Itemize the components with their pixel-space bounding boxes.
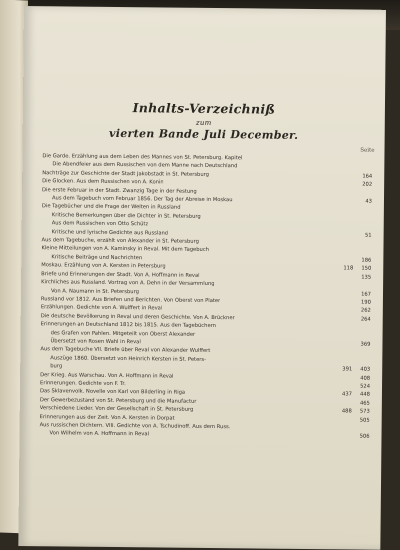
toc-entry-text: Von Wilhelm von A. Hoffmann in Reval — [49, 430, 150, 438]
toc-entry-text: Die Glocken. Aus dem Russischen von A. Konin — [42, 178, 164, 186]
toc-entry-text: Das Sklavenvolk. Novelle von Karl von Bilderling in Riga — [39, 388, 186, 397]
page-title: Inhalts-Verzeichniß — [132, 100, 276, 117]
toc-entry-text: Der Krieg. Aus Warschau. Von A. Hoffmann in Reval — [40, 371, 174, 380]
toc-entry-text: Erinnerungen aus der Zeit. Von A. Kersten in Dorpat — [39, 413, 175, 422]
toc-entry-text: Aus dem Tagebuche VII. Briefe über Reval von Alexander Wulffert — [40, 346, 211, 355]
toc-page-number: 190 — [360, 299, 371, 306]
toc-page-number: 186 — [361, 257, 372, 264]
toc-entry-text: Moskau. Erzählung von A. Kersten in Petersburg — [41, 262, 166, 270]
toc-entry-text: Russland vor 1812. Aus Briefen und Berichten. Von Oberst von Plater — [40, 296, 221, 304]
toc-entry-text: Kritische Bemerkungen über die Dichter in St. Petersburg — [51, 212, 201, 220]
toc-page-number: 167 — [361, 291, 372, 298]
toc-entry-text: Übersetzt von Rosen Wahl in Reval — [50, 338, 141, 346]
toc-page-number: 150 — [361, 265, 372, 272]
toc-entry-text: Der Gewerbezustand von St. Petersburg und die Manufactur — [39, 396, 197, 405]
toc-page-number: 524 — [360, 383, 371, 390]
toc-page-number-start: 391 — [342, 366, 353, 373]
toc-page-number: 506 — [359, 433, 370, 441]
toc-page-number: 264 — [360, 316, 371, 323]
toc-page-number: 573 — [359, 408, 370, 415]
toc-page-number: 505 — [359, 417, 370, 424]
table-of-contents — [39, 152, 372, 441]
toc-entry-text: Die Abendfeier aus dem Russischen von dem Manne nach Deutschland — [52, 161, 238, 170]
toc-entry-text: Aus dem Tagebuch vom Februar 1856. Der Tag der Abreise in Moskau — [51, 195, 233, 204]
toc-page-number: 403 — [360, 366, 371, 373]
volume-title: vierten Bande Juli December. — [109, 126, 299, 142]
toc-entry-text: Auszüge 1860. Übersetzt von Heinrich Kersten in St. Peters- — [50, 355, 207, 363]
toc-page-number: 465 — [359, 400, 370, 407]
book-page — [18, 6, 386, 550]
page-column-label: Seite — [360, 147, 375, 154]
toc-entry-text: Kleine Mitteilungen von A. Kaminsky in Reval. Mit dem Tagebuch — [41, 245, 209, 254]
toc-entry-text: Erinnerungen an Deutschland 1812 bis 1815. Aus den Tagebüchern — [40, 321, 217, 330]
toc-page-number: 408 — [360, 375, 371, 382]
toc-entry-text: Kritische Beiträge und Nachrichten — [51, 254, 143, 262]
toc-page-number: 51 — [364, 232, 372, 239]
toc-entry-text: Kirchliches aus Russland. Vortrag von A. Dehn in der Versammlung — [41, 279, 215, 288]
toc-page-number: 135 — [361, 274, 372, 281]
toc-page-number-start: 488 — [341, 408, 352, 415]
toc-page-number-start: 437 — [342, 391, 352, 398]
toc-entry-text: Erzählungen. Gedichte von A. Wulffert in Reval — [40, 304, 163, 312]
toc-entry-text: Nachträge zur Geschichte der Stadt Jakobstadt in St. Petersburg — [42, 170, 210, 178]
toc-page-number: 43 — [365, 198, 373, 205]
toc-entry-text: Aus dem Russischen von Otto Schütz — [51, 220, 149, 228]
toc-entry-text: burg — [50, 363, 63, 370]
toc-page-number: 164 — [362, 173, 373, 180]
toc-entry-text: Von A. Naumann in St. Petersburg — [50, 287, 139, 295]
toc-entry-text: Verschiedene Lieder. Von der Gesellschaft in St. Petersburg — [39, 405, 194, 413]
toc-entry-text: Erinnerungen. Gedichte von F. Tr. — [40, 380, 126, 388]
toc-entry-text: Die Tagebücher und die Frage der Welten in Russland — [41, 203, 181, 212]
toc-page-number: 369 — [360, 341, 371, 348]
toc-entry-text: Aus russischen Dichtern. VIII. Gedichte von A. Tschudinoff. Aus dem Russ. — [39, 422, 231, 431]
toc-entry-text: Kritische und lyrische Gedichte aus Russland — [51, 228, 169, 237]
toc-entry-text: Die deutsche Bevölkerung in Reval und deren Geschichte. Von A. Brückner — [40, 312, 235, 321]
toc-entry-text: des Grafen von Pahlen. Mitgeteilt von Oberst Alexander — [50, 329, 196, 338]
toc-page-number: 448 — [360, 391, 370, 399]
page-subtitle: zum — [195, 118, 212, 127]
toc-page-number: 202 — [362, 181, 373, 188]
toc-entry-text: Aus dem Tagebuche, erzählt von Alexander in St. Petersburg — [41, 237, 199, 245]
toc-entry-text: Die erste Februar in der Stadt. Zwanzig Tage in der Festung — [42, 186, 197, 195]
toc-entry-text: Briefe und Erinnerungen der Stadt. Von A. Hoffmann in Reval — [41, 270, 200, 279]
toc-entry-text: Die Garde. Erzählung aus dem Leben des Mannes von St. Petersburg. Kapitel — [42, 153, 243, 162]
toc-page-number-start: 118 — [343, 265, 354, 272]
toc-page-number: 262 — [360, 307, 371, 314]
